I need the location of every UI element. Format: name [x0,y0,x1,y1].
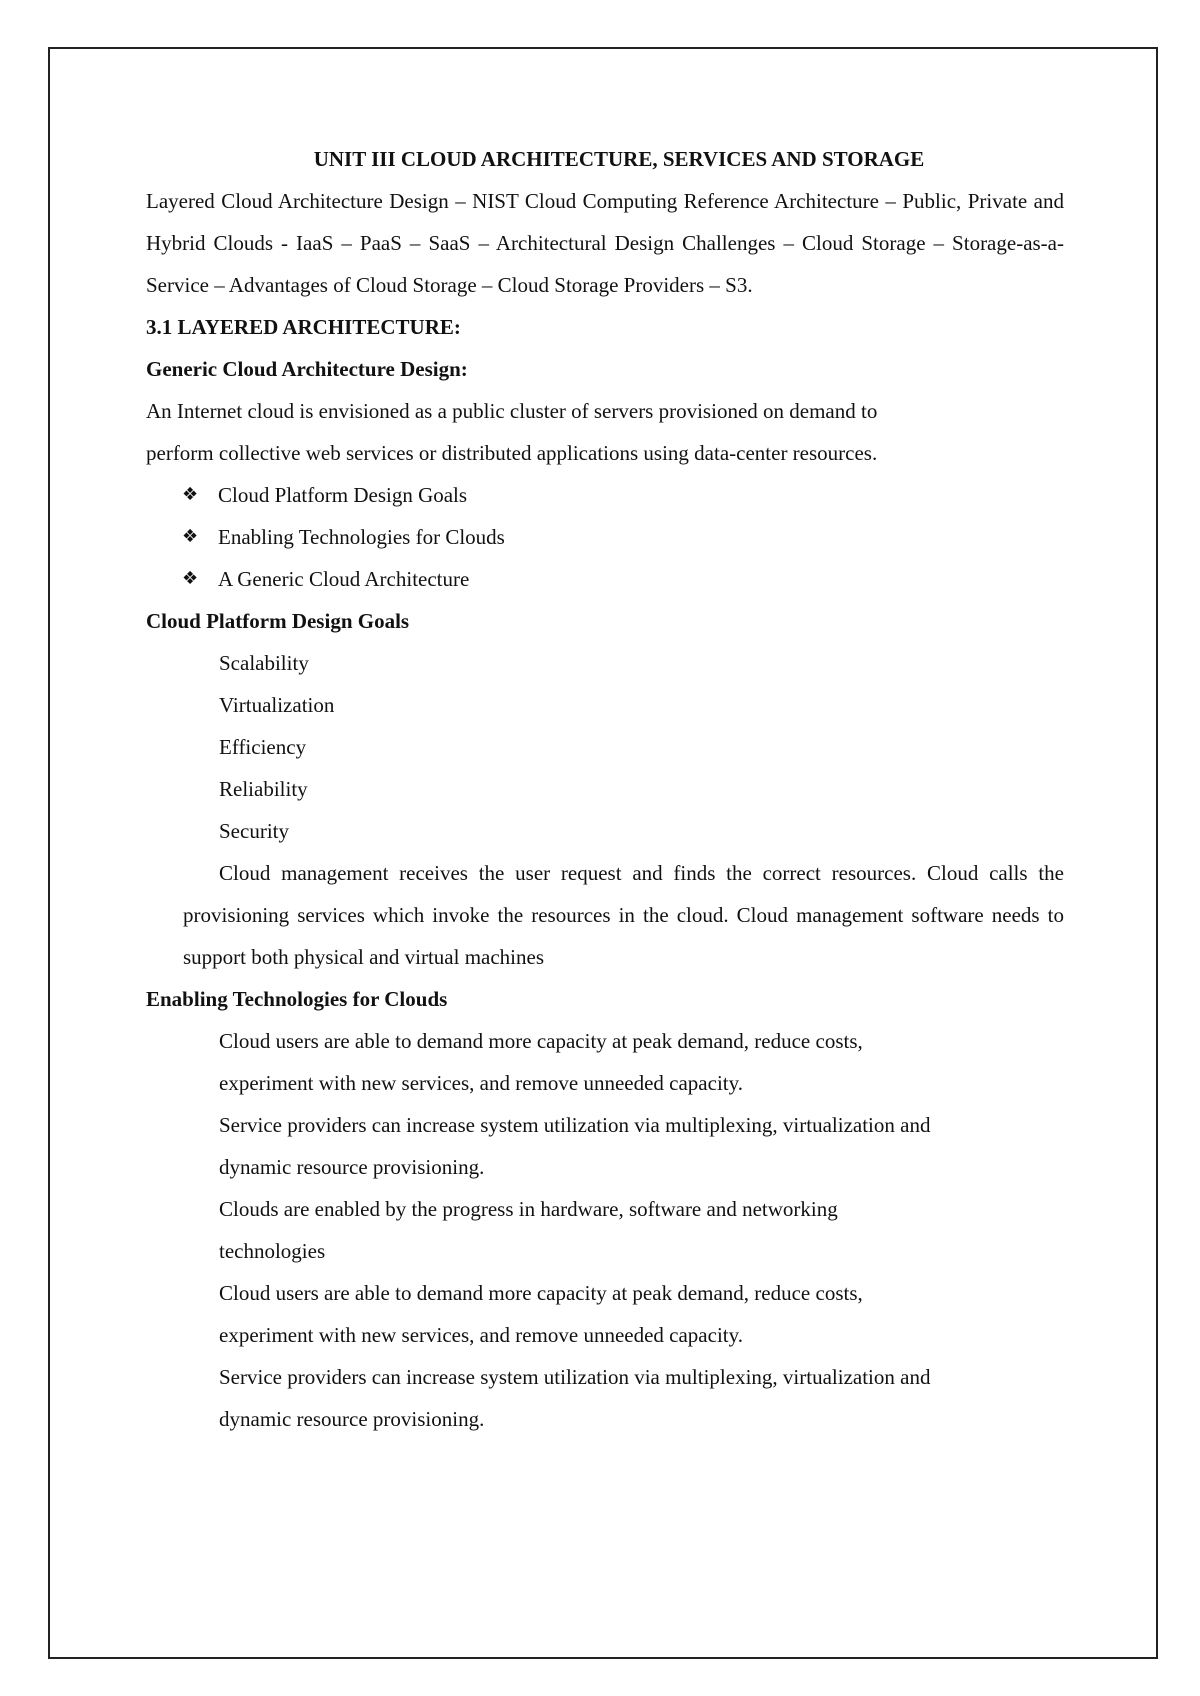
list-item [182,558,1064,600]
list-item [182,516,1064,558]
topic-bullet-list [146,474,1064,600]
list-item: Reliability [219,777,308,801]
design-goals-heading: Cloud Platform Design Goals [146,609,410,633]
document-body [146,138,1064,1440]
text-line: dynamic resource provisioning. [219,1155,485,1179]
diamond-bullet-icon: ❖ [182,526,199,547]
syllabus-paragraph: Layered Cloud Architecture Design – NIST Cloud Computing Reference Architecture – Public, Private and Hybrid Clouds - IaaS – PaaS – SaaS – Architectural Design Challenges – Cloud Storage – Storage-as-a-Service – Advantages of Cloud Storage – Cloud Storage Providers – S3. [146,189,1064,297]
text-line: technologies [219,1239,326,1263]
design-goals-list [146,642,1064,852]
enabling-technologies-heading: Enabling Technologies for Clouds [146,987,448,1011]
text-line: experiment with new services, and remove unneeded capacity. [219,1323,744,1347]
diamond-bullet-icon: ❖ [182,484,199,505]
generic-architecture-heading: Generic Cloud Architecture Design: [146,357,468,381]
list-item-label: A Generic Cloud Architecture [218,567,470,591]
list-item: Scalability [219,651,309,675]
intro-line: An Internet cloud is envisioned as a public cluster of servers provisioned on demand to [146,399,878,423]
intro-paragraph [146,390,1064,474]
text-line: Cloud users are able to demand more capacity at peak demand, reduce costs, [219,1029,863,1053]
list-item-label: Cloud Platform Design Goals [218,483,468,507]
text-line: Service providers can increase system utilization via multiplexing, virtualization and [219,1365,931,1389]
management-paragraph: Cloud management receives the user request and finds the correct resources. Cloud calls the provisioning services which invoke the resources in the cloud. Cloud management software needs to support both physical and virtual machines [183,861,1064,969]
text-line: experiment with new services, and remove unneeded capacity. [219,1071,744,1095]
text-line: Service providers can increase system utilization via multiplexing, virtualization and [219,1113,931,1137]
list-item: Security [219,819,289,843]
list-item: Virtualization [219,693,335,717]
text-line: dynamic resource provisioning. [219,1407,485,1431]
enabling-technologies-list [146,1020,1064,1440]
intro-line: perform collective web services or distributed applications using data-center resources. [146,441,878,465]
text-line: Cloud users are able to demand more capacity at peak demand, reduce costs, [219,1281,863,1305]
text-line: Clouds are enabled by the progress in hardware, software and networking [219,1197,838,1221]
document-title: UNIT III CLOUD ARCHITECTURE, SERVICES AND STORAGE [313,147,925,171]
section-heading: 3.1 LAYERED ARCHITECTURE: [146,315,461,339]
list-item [182,474,1064,516]
list-item: Efficiency [219,735,307,759]
list-item-label: Enabling Technologies for Clouds [218,525,505,549]
diamond-bullet-icon: ❖ [182,568,199,589]
